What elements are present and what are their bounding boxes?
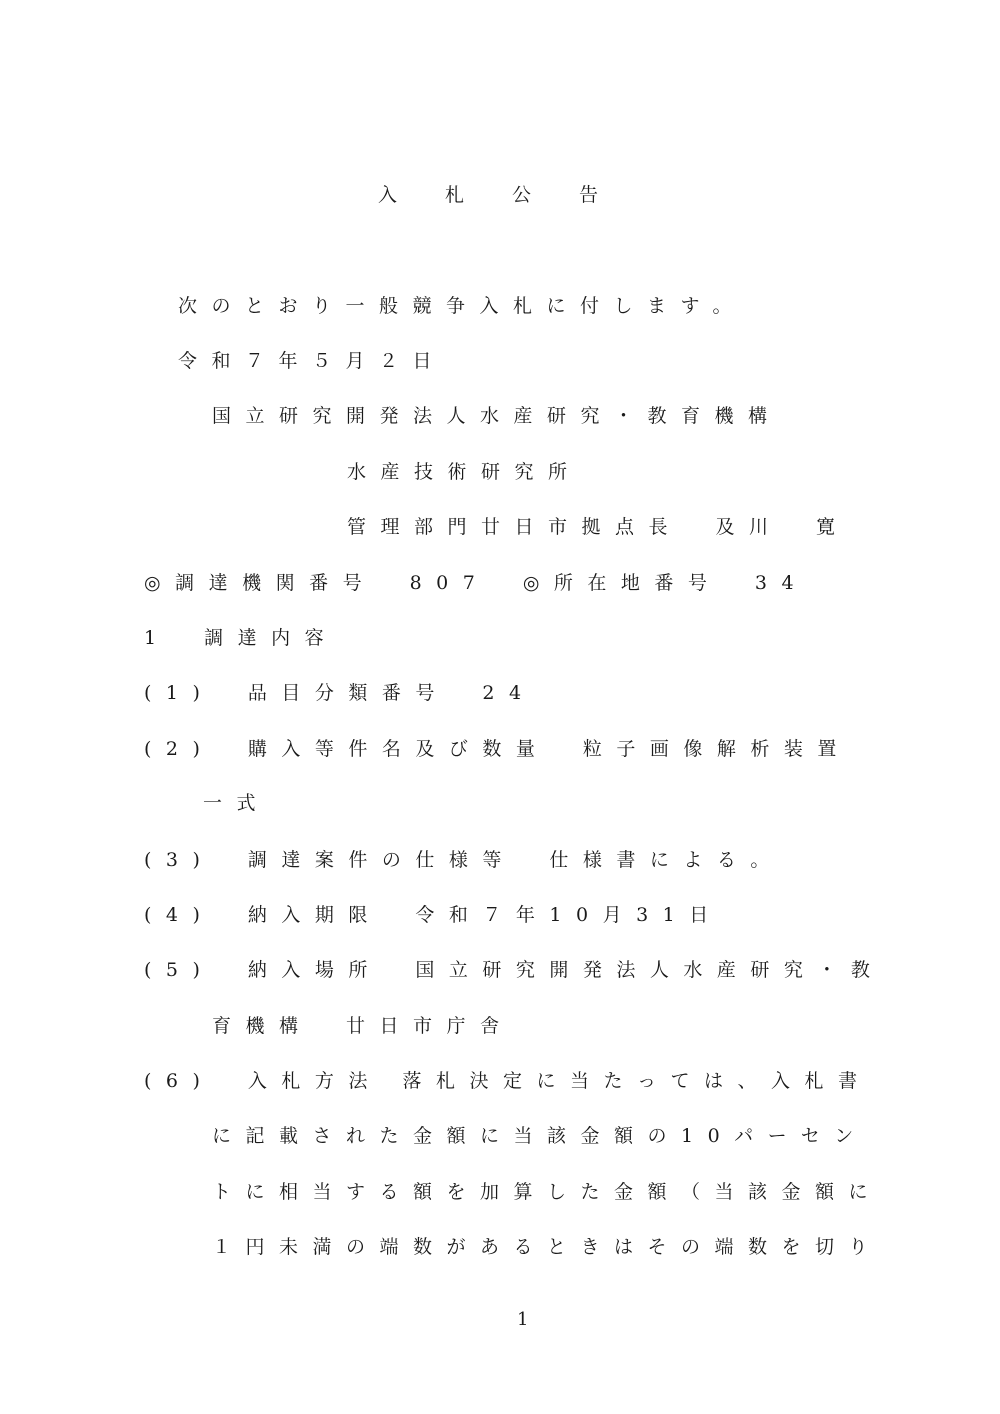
item-5-continuation: 育機構 廿日市庁舎 <box>212 1015 514 1037</box>
page-number: 1 <box>517 1309 529 1330</box>
item-5: (5) 納入場所 国立研究開発法人水産研究・教 <box>144 959 885 981</box>
section-heading: 1 調達内容 <box>144 627 339 649</box>
item-6-line-3: トに相当する額を加算した金額（当該金額に <box>212 1181 883 1203</box>
item-6-line-2: に記載された金額に当該金額の10パーセン <box>212 1125 868 1147</box>
item-1: (1) 品目分類番号 24 <box>144 682 536 704</box>
item-2-continuation: 一式 <box>203 792 271 814</box>
page-title: 入札公告 <box>378 184 647 206</box>
intro-text: 次のとおり一般競争入札に付します。 <box>178 295 746 317</box>
item-6-line-4: １円未満の端数があるときはその端数を切り <box>212 1236 883 1258</box>
notice-date: 令和７年５月２日 <box>178 350 447 372</box>
official-name: 管理部門廿日市拠点長 及川 寛 <box>347 516 850 538</box>
agency-codes: ◎調達機関番号 807 ◎所在地番号 34 <box>144 572 809 594</box>
item-2: (2) 購入等件名及び数量 粒子画像解析装置 <box>144 738 851 760</box>
organization-name: 国立研究開発法人水産研究・教育機構 <box>212 405 782 427</box>
item-6: (6) 入札方法 落札決定に当たっては、入札書 <box>144 1070 872 1092</box>
institute-name: 水産技術研究所 <box>347 461 582 483</box>
item-3: (3) 調達案件の仕様等 仕様書による。 <box>144 849 784 871</box>
item-4: (4) 納入期限 令和７年10月31日 <box>144 904 723 926</box>
